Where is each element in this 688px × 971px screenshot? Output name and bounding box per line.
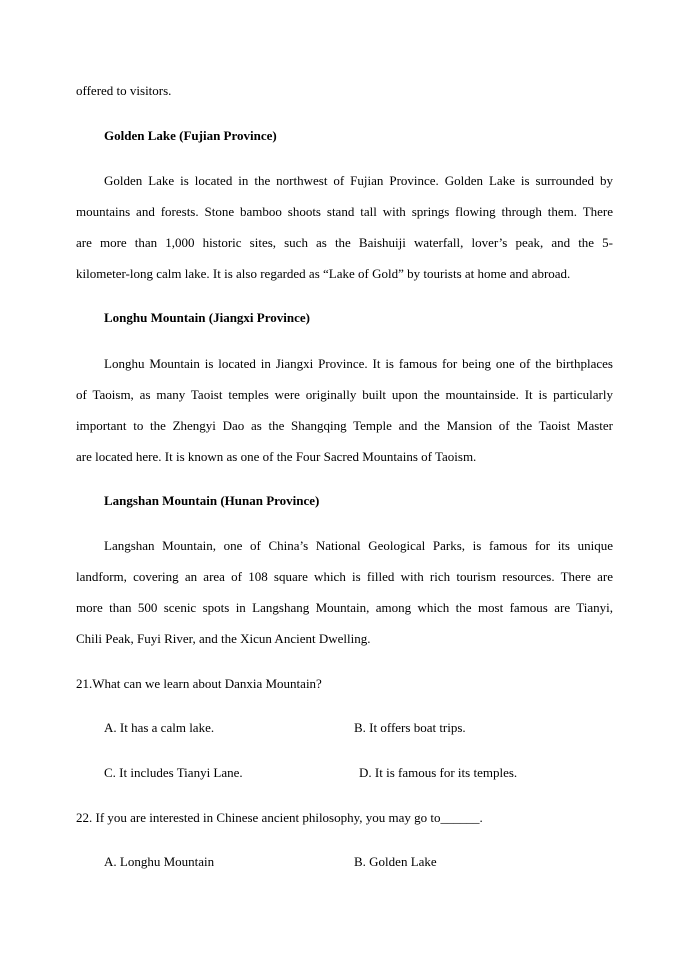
- paragraph-line: Langshan Mountain, one of China’s National Geological Parks, is famous for its unique: [104, 538, 613, 553]
- paragraph-line: of Taoism, as many Taoist temples were originally built upon the mountainside. It is particularly: [76, 387, 613, 402]
- question-21-option-d: D. It is famous for its temples.: [359, 765, 518, 780]
- intro-tail-text: offered to visitors.: [76, 83, 172, 98]
- question-21-stem: 21.What can we learn about Danxia Mountain?: [76, 676, 322, 691]
- paragraph-line: kilometer-long calm lake. It is also regarded as “Lake of Gold” by tourists at home and abroad.: [76, 266, 571, 281]
- question-21-option-a: A. It has a calm lake.: [104, 720, 215, 735]
- section-heading-langshan-mountain: Langshan Mountain (Hunan Province): [104, 493, 320, 508]
- paragraph-line: important to the Zhengyi Dao as the Shangqing Temple and the Mansion of the Taoist Master: [76, 418, 613, 433]
- section-heading-golden-lake: Golden Lake (Fujian Province): [104, 128, 277, 143]
- question-22-option-a: A. Longhu Mountain: [104, 854, 215, 869]
- question-21-option-b: B. It offers boat trips.: [354, 720, 466, 735]
- section-body-langshan-mountain: [76, 530, 613, 654]
- paragraph-line: Chili Peak, Fuyi River, and the Xicun Ancient Dwelling.: [76, 631, 371, 646]
- question-21-option-c: C. It includes Tianyi Lane.: [104, 765, 243, 780]
- paragraph-line: more than 500 scenic spots in Langshang Mountain, among which the most famous are Tianyi,: [76, 600, 613, 615]
- question-22-stem: 22. If you are interested in Chinese ancient philosophy, you may go to______.: [76, 810, 483, 825]
- paragraph-line: are more than 1,000 historic sites, such as the Baishuiji waterfall, lover’s peak, and the 5-: [76, 235, 613, 250]
- paragraph-line: mountains and forests. Stone bamboo shoots stand tall with springs flowing through them. There: [76, 204, 613, 219]
- question-22-option-b: B. Golden Lake: [354, 854, 437, 869]
- paragraph-line: Longhu Mountain is located in Jiangxi Province. It is famous for being one of the birthplaces: [104, 356, 613, 371]
- paragraph-line: are located here. It is known as one of the Four Sacred Mountains of Taoism.: [76, 449, 477, 464]
- section-body-longhu-mountain: [76, 348, 613, 472]
- paragraph-line: landform, covering an area of 108 square which is filled with rich tourism resources. There are: [76, 569, 613, 584]
- paragraph-line: Golden Lake is located in the northwest of Fujian Province. Golden Lake is surrounded by: [104, 173, 613, 188]
- section-body-golden-lake: [76, 165, 613, 289]
- section-heading-longhu-mountain: Longhu Mountain (Jiangxi Province): [104, 310, 310, 325]
